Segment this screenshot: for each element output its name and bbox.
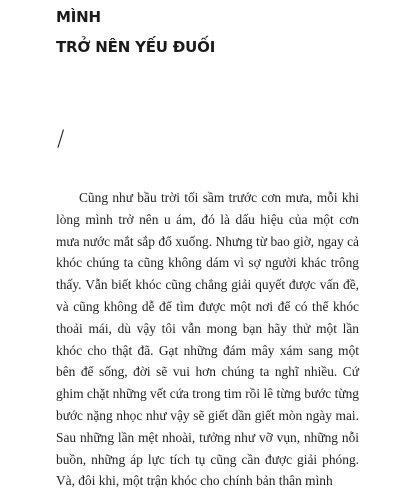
chapter-title — [56, 2, 215, 62]
body-paragraph: Cũng như bầu trời tối sầm trước cơn mưa, mỗi khi lòng mình trở nên u ám, đó là dấu hiệu của một cơn mưa nước mắt sắp đổ xuống. Nhưng từ bao giờ, ngay cả khóc chúng ta cũng không dám vì sợ người khác trông thấy. Vẫn biết khóc cũng chẳng giải quyết được vấn đề, và cũng không dễ để tìm được một nơi để có thể khóc thoải mái, dù vậy tôi vẫn mong bạn hãy thử một lần khóc cho thật đã. Gạt những đám mây xám sang một bên để sống, đời sẽ vui hơn chúng ta nghĩ nhiều. Cứ ghim chặt những vết cứa trong tim rồi lê từng bước từng bước nặng nhọc như vậy sẽ giết dần giết mòn ngày mai. Sau những lần mệt nhoài, tưởng như vỡ vụn, những nỗi buồn, những áp lực tích tụ cũng cần được giải phóng. Và, đôi khi, một trận khóc cho chính bản thân mình — [56, 190, 359, 489]
section-divider-mark: / — [57, 127, 65, 152]
chapter-title-line-1: MÌNH — [56, 8, 101, 26]
chapter-title-line-2: TRỞ NÊN YẾU ĐUỐI — [56, 38, 216, 56]
